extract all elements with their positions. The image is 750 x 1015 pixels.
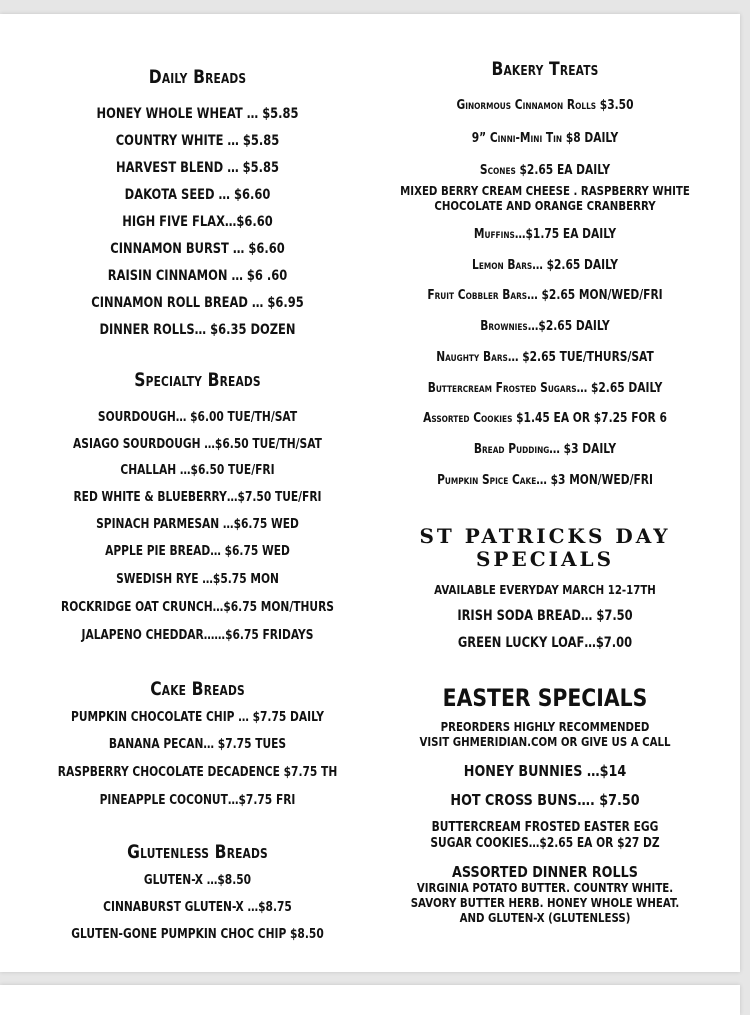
- dinner-rolls-detail: SAVORY BUTTER HERB. HONEY WHOLE WHEAT.: [410, 896, 680, 910]
- menu-item: ASIAGO SOURDOUGH …$6.50 TUE/TH/SAT: [73, 437, 322, 452]
- st-patricks-heading: ST PATRICKS DAY: [419, 524, 671, 548]
- menu-item: JALAPENO CHEDDAR……$6.75 FRIDAYS: [81, 628, 314, 643]
- menu-item: BANANA PECAN… $7.75 TUES: [108, 737, 287, 752]
- st-patricks-note: AVAILABLE EVERYDAY MARCH 12-17TH: [434, 583, 656, 597]
- menu-item: Pumpkin Spice Cake… $3 MON/WED/FRI: [437, 473, 653, 488]
- menu-item: COUNTRY WHITE … $5.85: [115, 133, 280, 149]
- easter-specials-heading: EASTER SPECIALS: [442, 684, 648, 712]
- menu-item: SPINACH PARMESAN …$6.75 WED: [96, 517, 299, 532]
- menu-item: Bread Pudding… $3 DAILY: [473, 442, 617, 457]
- menu-item: Ginormous Cinnamon Rolls $3.50: [456, 98, 634, 113]
- easter-note: PREORDERS HIGHLY RECOMMENDED: [440, 720, 650, 734]
- menu-item: 9” Cinni-Mini Tin $8 DAILY: [471, 131, 619, 146]
- menu-item: Brownies…$2.65 DAILY: [480, 319, 610, 334]
- easter-note: VISIT GHMERIDIAN.COM OR GIVE US A CALL: [419, 735, 671, 749]
- menu-item: Lemon Bars… $2.65 DAILY: [472, 258, 618, 273]
- st-patricks-heading-line2: SPECIALS: [475, 547, 615, 571]
- menu-item: HONEY WHOLE WHEAT … $5.85: [96, 106, 299, 122]
- dinner-rolls-detail: AND GLUTEN-X (GLUTENLESS): [459, 911, 631, 925]
- menu-item: HIGH FIVE FLAX…$6.60: [122, 214, 273, 230]
- easter-egg-cookies: SUGAR COOKIES…$2.65 EA OR $27 DZ: [430, 836, 660, 851]
- cake-breads-heading: Cake Breads: [150, 678, 245, 700]
- menu-item: HOT CROSS BUNS…. $7.50: [450, 791, 640, 809]
- scones-flavors: CHOCOLATE AND ORANGE CRANBERRY: [434, 199, 656, 213]
- easter-egg-cookies: BUTTERCREAM FROSTED EASTER EGG: [431, 820, 659, 835]
- menu-item: HARVEST BLEND … $5.85: [115, 160, 279, 176]
- menu-item: APPLE PIE BREAD… $6.75 WED: [105, 544, 290, 559]
- menu-item: CINNAMON ROLL BREAD … $6.95: [91, 295, 304, 311]
- menu-item: RED WHITE & BLUEBERRY…$7.50 TUE/FRI: [73, 490, 322, 505]
- left-column: [10, 14, 385, 972]
- menu-item: SWEDISH RYE …$5.75 MON: [116, 572, 279, 587]
- dinner-rolls-detail: VIRGINIA POTATO BUTTER. COUNTRY WHITE.: [416, 881, 674, 895]
- menu-item: GLUTEN-X …$8.50: [143, 873, 252, 888]
- menu-item: IRISH SODA BREAD… $7.50: [457, 608, 633, 624]
- menu-item: Scones $2.65 EA DAILY: [479, 163, 611, 178]
- glutenless-breads-heading: Glutenless Breads: [127, 841, 268, 863]
- menu-item: RAISIN CINNAMON … $6 .60: [107, 268, 288, 284]
- menu-item: Muffins…$1.75 EA DAILY: [473, 227, 617, 242]
- menu-item: PUMPKIN CHOCOLATE CHIP … $7.75 DAILY: [71, 710, 324, 725]
- menu-item: GLUTEN-GONE PUMPKIN CHOC CHIP $8.50: [71, 927, 324, 942]
- menu-item: CINNAMON BURST … $6.60: [110, 241, 285, 257]
- menu-item: Buttercream Frosted Sugars… $2.65 DAILY: [427, 381, 663, 396]
- next-page: [0, 985, 740, 1015]
- menu-item: DAKOTA SEED … $6.60: [124, 187, 271, 203]
- menu-item: Assorted Cookies $1.45 EA OR $7.25 FOR 6: [423, 411, 667, 426]
- menu-page: [0, 14, 740, 972]
- menu-item: SOURDOUGH… $6.00 TUE/TH/SAT: [97, 410, 298, 425]
- menu-item: Naughty Bars… $2.65 TUE/THURS/SAT: [436, 350, 654, 365]
- menu-item: GREEN LUCKY LOAF…$7.00: [457, 635, 633, 651]
- menu-item: Fruit Cobbler Bars… $2.65 MON/WED/FRI: [427, 288, 663, 303]
- menu-item: RASPBERRY CHOCOLATE DECADENCE $7.75 TH: [57, 765, 338, 780]
- bakery-treats-heading: Bakery Treats: [491, 58, 599, 80]
- menu-item: CHALLAH …$6.50 TUE/FRI: [120, 463, 275, 478]
- scones-flavors: MIXED BERRY CREAM CHEESE . RASPBERRY WHITE: [400, 184, 690, 198]
- menu-item: DINNER ROLLS… $6.35 DOZEN: [99, 322, 296, 338]
- menu-item: HONEY BUNNIES …$14: [463, 762, 627, 780]
- right-column: [360, 14, 730, 972]
- menu-item: ROCKRIDGE OAT CRUNCH…$6.75 MON/THURS: [61, 600, 334, 615]
- daily-breads-heading: Daily Breads: [148, 66, 247, 88]
- dinner-rolls-title: ASSORTED DINNER ROLLS: [452, 863, 638, 881]
- menu-item: CINNABURST GLUTEN-X …$8.75: [103, 900, 292, 915]
- specialty-breads-heading: Specialty Breads: [134, 369, 261, 391]
- menu-item: PINEAPPLE COCONUT…$7.75 FRI: [99, 793, 296, 808]
